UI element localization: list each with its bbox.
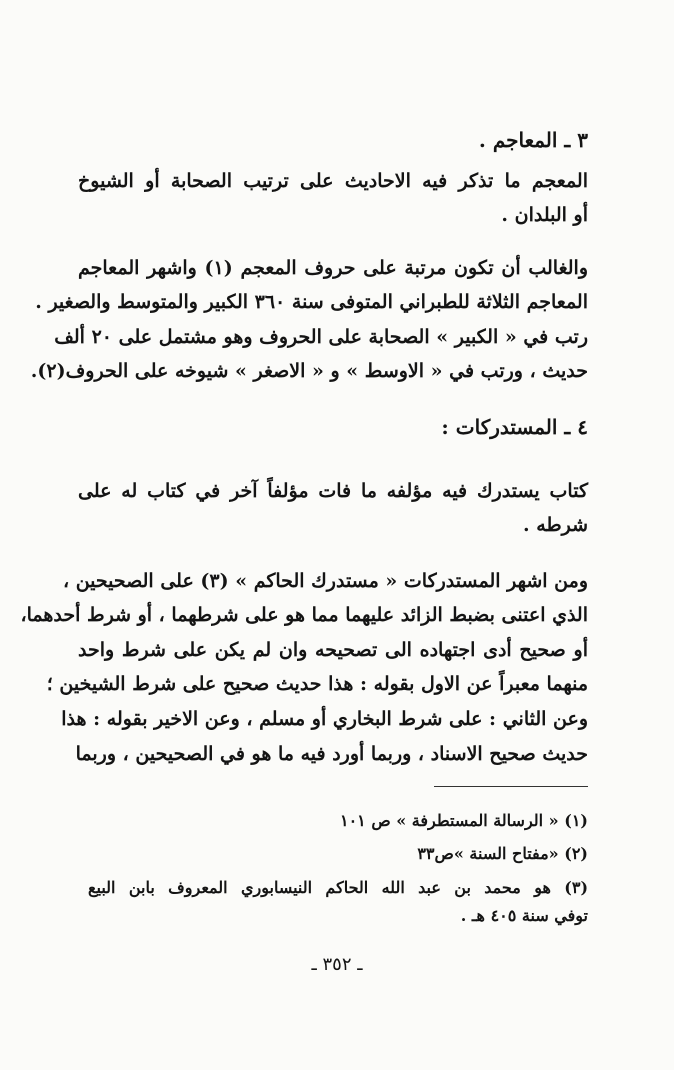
text-line: أو البلدان . (501, 204, 588, 226)
text-line: المعجم ما تذكر فيه الاحاديث على ترتيب الصحابة أو الشيوخ (78, 170, 588, 192)
page-number: ـ ٣٥٢ ـ (311, 954, 363, 975)
section-heading-mustadrakat: ٤ ـ المستدركات : (441, 415, 588, 439)
text-line: أو صحيح أدى اجتهاده الى تصحيحه وان لم يكن على شرط واحد (78, 639, 588, 661)
text-line: الذي اعتنى بضبط الزائد عليهما مما هو على شرطهما ، أو شرط أحدهما، (20, 604, 588, 626)
text-line: شرطه . (523, 514, 588, 536)
text-line: كتاب يستدرك فيه مؤلفه ما فات مؤلفاً آخر في كتاب له على (78, 480, 588, 502)
text-line: ومن اشهر المستدركات « مستدرك الحاكم » (٣) على الصحيحين ، (62, 570, 588, 592)
text-line: حديث ، ورتب في « الاوسط » و « الاصغر » شيوخه على الحروف(٢). (30, 360, 588, 382)
section-heading-mu'jam: ٣ ـ المعاجم . (478, 128, 588, 152)
text-line: حديث صحيح الاسناد ، وربما أورد فيه ما هو في الصحيحين ، وربما (75, 743, 588, 765)
text-line: والغالب أن تكون مرتبة على حروف المعجم (١) واشهر المعاجم (78, 257, 588, 279)
footnote-continuation: توفي سنة ٤٠٥ هـ . (460, 906, 588, 925)
text-line: رتب في « الكبير » الصحابة على الحروف وهو مشتمل على ٢٠ ألف (54, 326, 588, 348)
footnote: (١) « الرسالة المستطرفة » ص ١٠١ (339, 811, 588, 830)
footnote: (٢) «مفتاح السنة »ص٣٣ (417, 844, 588, 863)
text-line: منهما معبراً عن الاول بقوله : هذا حديث صحيح على شرط الشيخين ؛ (46, 673, 588, 695)
footnote: (٣) هو محمد بن عبد الله الحاكم النيسابوري المعروف بابن البيع (88, 878, 589, 897)
footnote-separator (434, 786, 588, 787)
text-line: وعن الثاني : على شرط البخاري أو مسلم ، وعن الاخير بقوله : هذا (61, 708, 588, 730)
text-line: المعاجم الثلاثة للطبراني المتوفى سنة ٣٦٠ الكبير والمتوسط والصغير . (35, 291, 588, 313)
